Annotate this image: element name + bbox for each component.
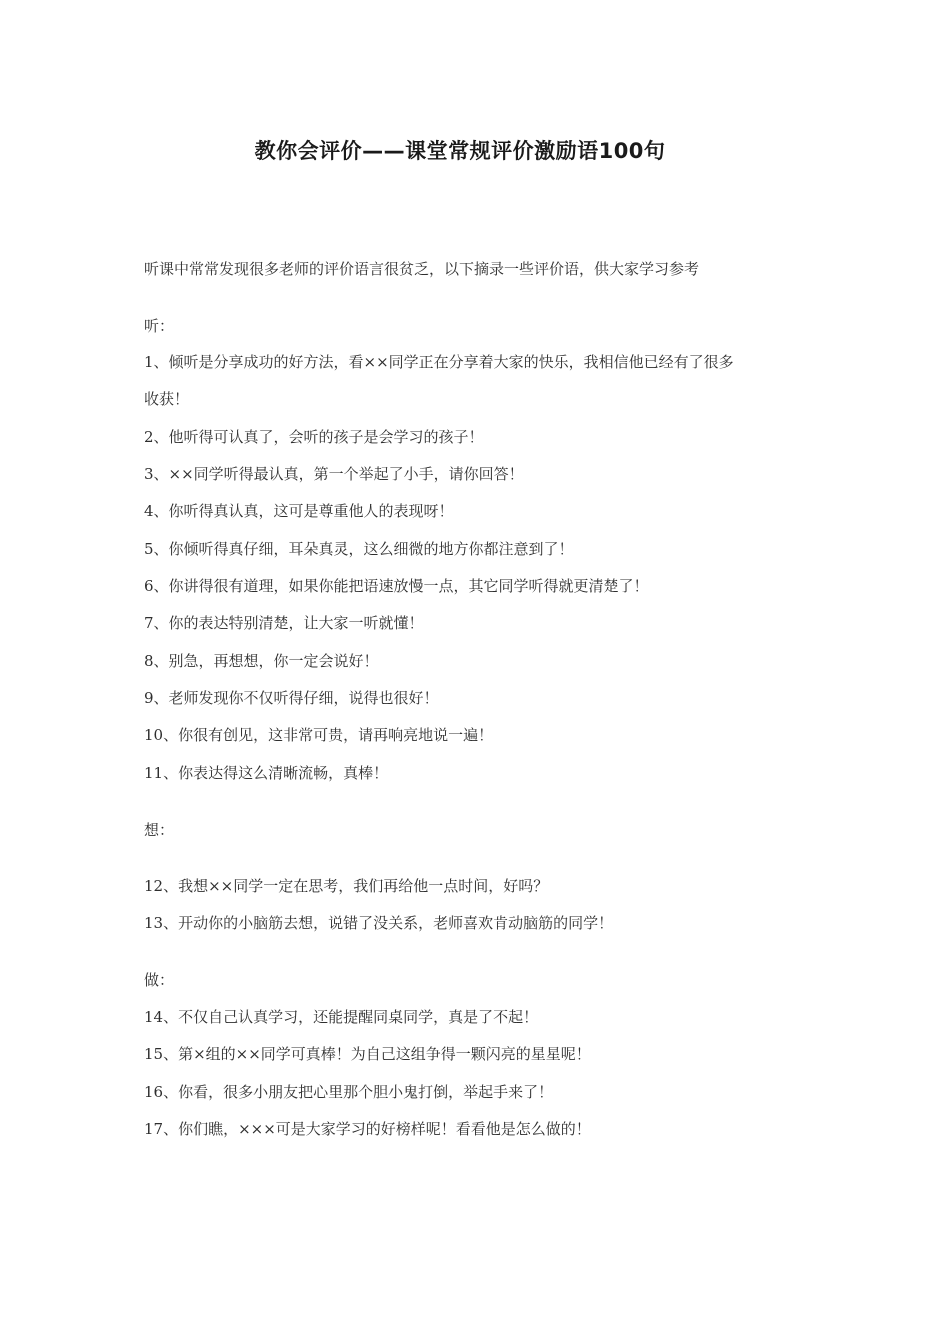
list-item: 15、第×组的××同学可真棒！为自己这组争得一颗闪亮的星星呢！ (144, 1045, 591, 1063)
list-item: 13、开动你的小脑筋去想，说错了没关系，老师喜欢肯动脑筋的同学！ (144, 914, 614, 932)
document-title: 教你会评价——课堂常规评价激励语100句 (254, 139, 666, 163)
list-item: 4、你听得真认真，这可是尊重他人的表现呀！ (144, 502, 454, 520)
list-item: 16、你看，很多小朋友把心里那个胆小鬼打倒，举起手来了！ (144, 1083, 554, 1101)
section-heading-think: 想： (144, 821, 175, 839)
list-item: 10、你很有创见，这非常可贵，请再响亮地说一遍！ (144, 726, 494, 744)
list-item: 5、你倾听得真仔细，耳朵真灵，这么细微的地方你都注意到了！ (144, 540, 574, 558)
list-item: 3、××同学听得最认真，第一个举起了小手，请你回答！ (144, 465, 524, 483)
list-item: 2、他听得可认真了，会听的孩子是会学习的孩子！ (144, 428, 484, 446)
list-item: 12、我想××同学一定在思考，我们再给他一点时间，好吗？ (144, 877, 549, 895)
section-heading-do: 做： (144, 971, 175, 989)
list-item: 6、你讲得很有道理，如果你能把语速放慢一点，其它同学听得就更清楚了！ (144, 577, 649, 595)
list-item: 8、别急，再想想，你一定会说好！ (144, 652, 379, 670)
list-item: 1、倾听是分享成功的好方法，看××同学正在分享着大家的快乐，我相信他已经有了很多 (144, 353, 734, 371)
list-item: 9、老师发现你不仅听得仔细，说得也很好！ (144, 689, 439, 707)
list-item: 收获！ (144, 390, 190, 408)
list-item: 11、你表达得这么清晰流畅，真棒！ (144, 764, 389, 782)
list-item: 7、你的表达特别清楚，让大家一听就懂！ (144, 614, 424, 632)
section-heading-listen: 听： (144, 317, 175, 335)
intro-paragraph: 听课中常常发现很多老师的评价语言很贫乏，以下摘录一些评价语，供大家学习参考 (144, 260, 700, 278)
list-item: 14、不仅自己认真学习，还能提醒同桌同学，真是了不起！ (144, 1008, 539, 1026)
list-item: 17、你们瞧，×××可是大家学习的好榜样呢！看看他是怎么做的！ (144, 1120, 591, 1138)
